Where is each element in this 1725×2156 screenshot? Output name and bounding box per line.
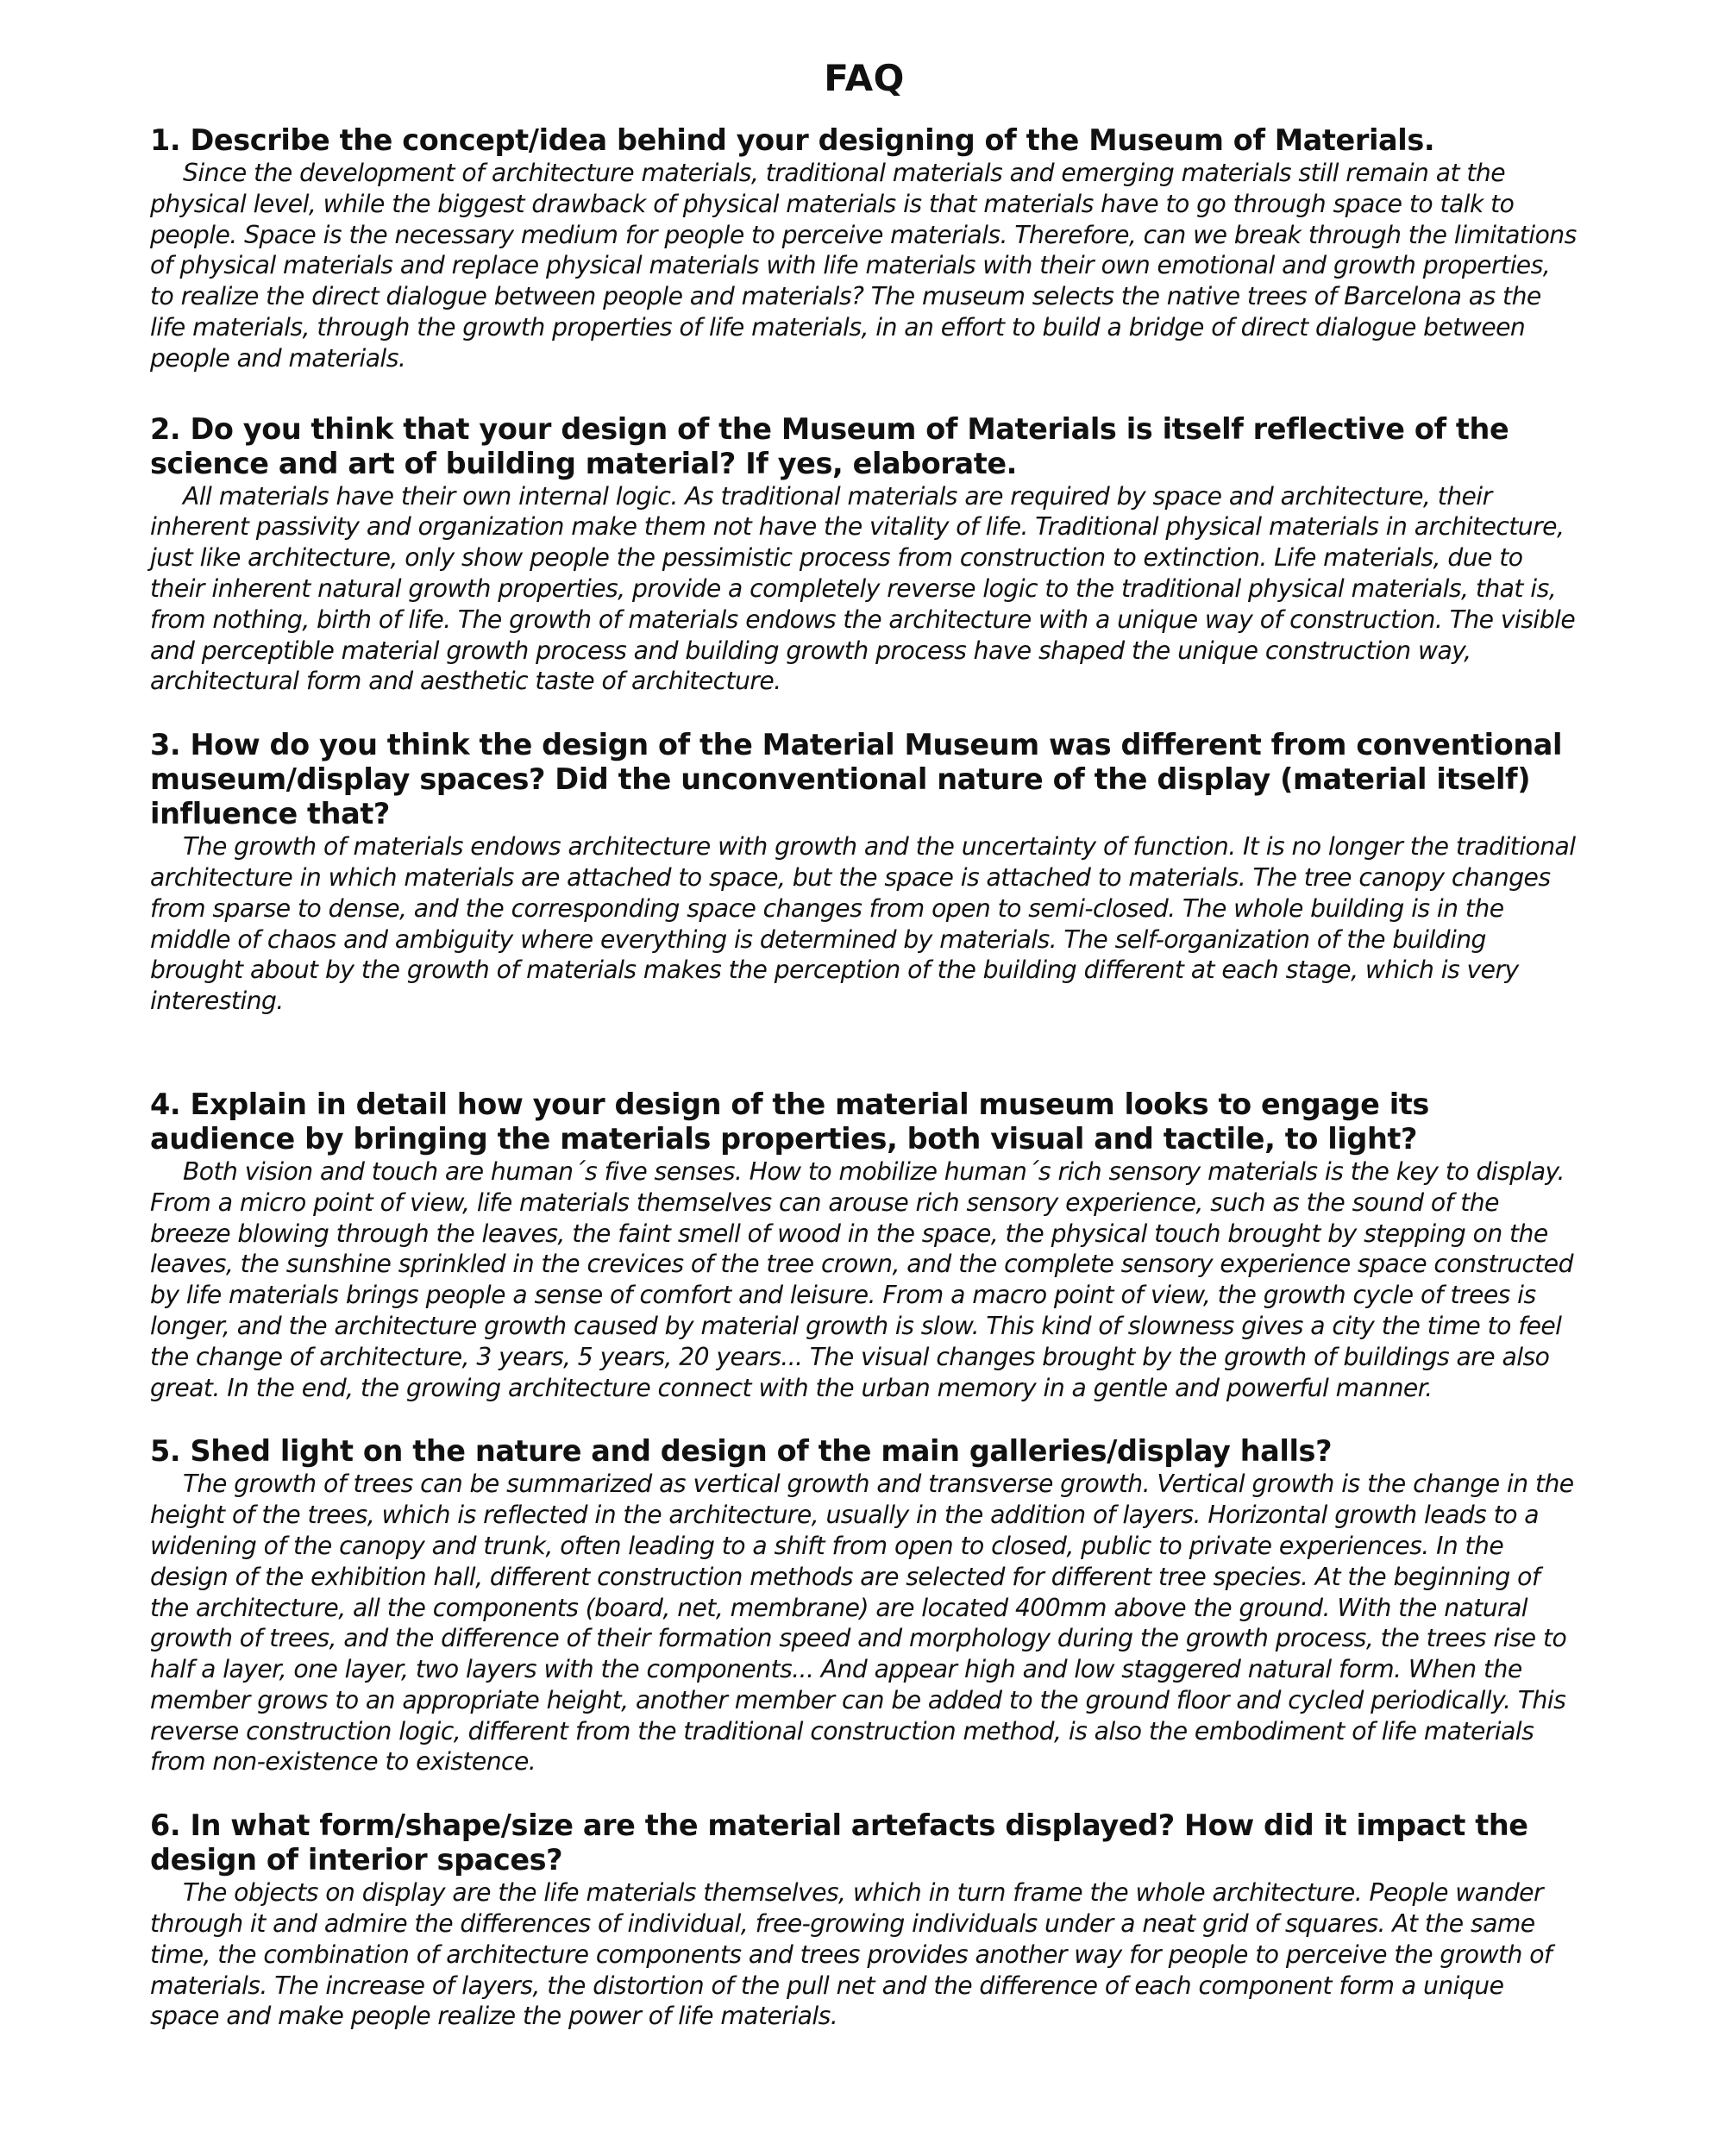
page-title: FAQ [824, 57, 905, 99]
faq-item-1 [150, 123, 1578, 374]
faq-question-2: 2. Do you think that your design of the Museum of Materials is itself reflective of the science and art of building material? If yes, elaborate. [150, 411, 1509, 480]
faq-item-6 [150, 1808, 1578, 2032]
faq-item-3 [150, 728, 1578, 1017]
faq-question-3: 3. How do you think the design of the Material Museum was different from conventional museum/display spaces? Did the unconventional nature of the display (material itself) influence that? [150, 728, 1563, 831]
faq-answer-5: The growth of trees can be summarized as vertical growth and transverse growth. Vertical growth is the change in the height of the trees, which is reflected in the architecture, usually in the addition of layers. Horizontal growth leads to a widening of the canopy and trunk, often leading to a shift from open to closed, public to private experiences. In the design of the exhibition hall, different construction methods are selected for different tree species. At the beginning of the architecture, all the components (board, net, membrane) are located 400mm above the ground. With the natural growth of trees, and the difference of their formation speed and morphology during the growth process, the trees rise to half a layer, one layer, two layers with the components... And appear high and low staggered natural form. When the member grows to an appropriate height, another member can be added to the ground floor and cycled periodically. This reverse construction logic, different from the traditional construction method, is also the embodiment of life materials from non-existence to existence. [150, 1470, 1574, 1777]
faq-item-2 [150, 412, 1578, 698]
faq-question-4: 4. Explain in detail how your design of the material museum looks to engage its audience by bringing the materials properties, both visual and tactile, to light? [150, 1087, 1429, 1156]
faq-answer-1: Since the development of architecture materials, traditional materials and emerging materials still remain at the physical level, while the biggest drawback of physical materials is that materials have to go through space to talk to people. Space is the necessary medium for people to perceive materials. Therefore, can we break through the limitations of physical materials and replace physical materials with life materials with their own emotional and growth properties, to realize the direct dialogue between people and materials? The museum selects the native trees of Barcelona as the life materials, through the growth properties of life materials, in an effort to build a bridge of direct dialogue between people and materials. [150, 159, 1577, 373]
faq-answer-3: The growth of materials endows architecture with growth and the uncertainty of function. It is no longer the traditional architecture in which materials are attached to space, but the space is attached to materials. The tree canopy changes from sparse to dense, and the corresponding space changes from open to semi-closed. The whole building is in the middle of chaos and ambiguity where everything is determined by materials. The self-organization of the building brought about by the growth of materials makes the perception of the building different at each stage, which is very interesting. [150, 832, 1576, 1016]
faq-answer-6: The objects on display are the life materials themselves, which in turn frame the whole architecture. People wander through it and admire the differences of individual, free-growing individuals under a neat grid of squares. At the same time, the combination of architecture components and trees provides another way for people to perceive the growth of materials. The increase of layers, the distortion of the pull net and the difference of each component form a unique space and make people realize the power of life materials. [150, 1878, 1552, 2031]
faq-question-5: 5. Shed light on the nature and design of the main galleries/display halls? [150, 1434, 1333, 1469]
faq-answer-2: All materials have their own internal logic. As traditional materials are required by space and architecture, their inherent passivity and organization make them not have the vitality of life. Traditional physical materials in architecture, just like architecture, only show people the pessimistic process from construction to extinction. Life materials, due to their inherent natural growth properties, provide a completely reverse logic to the traditional physical materials, that is, from nothing, birth of life. The growth of materials endows the architecture with a unique way of construction. The visible and perceptible material growth process and building growth process have shaped the unique construction way, architectural form and aesthetic taste of architecture. [150, 481, 1576, 696]
faq-item-5 [150, 1434, 1578, 1777]
faq-question-6: 6. In what form/shape/size are the material artefacts displayed? How did it impact the design of interior spaces? [150, 1808, 1528, 1877]
faq-item-4 [150, 1087, 1578, 1403]
faq-question-1: 1. Describe the concept/idea behind your designing of the Museum of Materials. [150, 123, 1435, 157]
faq-page [150, 57, 1578, 2032]
faq-answer-4: Both vision and touch are human´s five senses. How to mobilize human´s rich sensory materials is the key to display. From a micro point of view, life materials themselves can arouse rich sensory experience, such as the sound of the breeze blowing through the leaves, the faint smell of wood in the space, the physical touch brought by stepping on the leaves, the sunshine sprinkled in the crevices of the tree crown, and the complete sensory experience space constructed by life materials brings people a sense of comfort and leisure. From a macro point of view, the growth cycle of trees is longer, and the architecture growth caused by material growth is slow. This kind of slowness gives a city the time to feel the change of architecture, 3 years, 5 years, 20 years... The visual changes brought by the growth of buildings are also great. In the end, the growing architecture connect with the urban memory in a gentle and powerful manner. [150, 1156, 1573, 1402]
